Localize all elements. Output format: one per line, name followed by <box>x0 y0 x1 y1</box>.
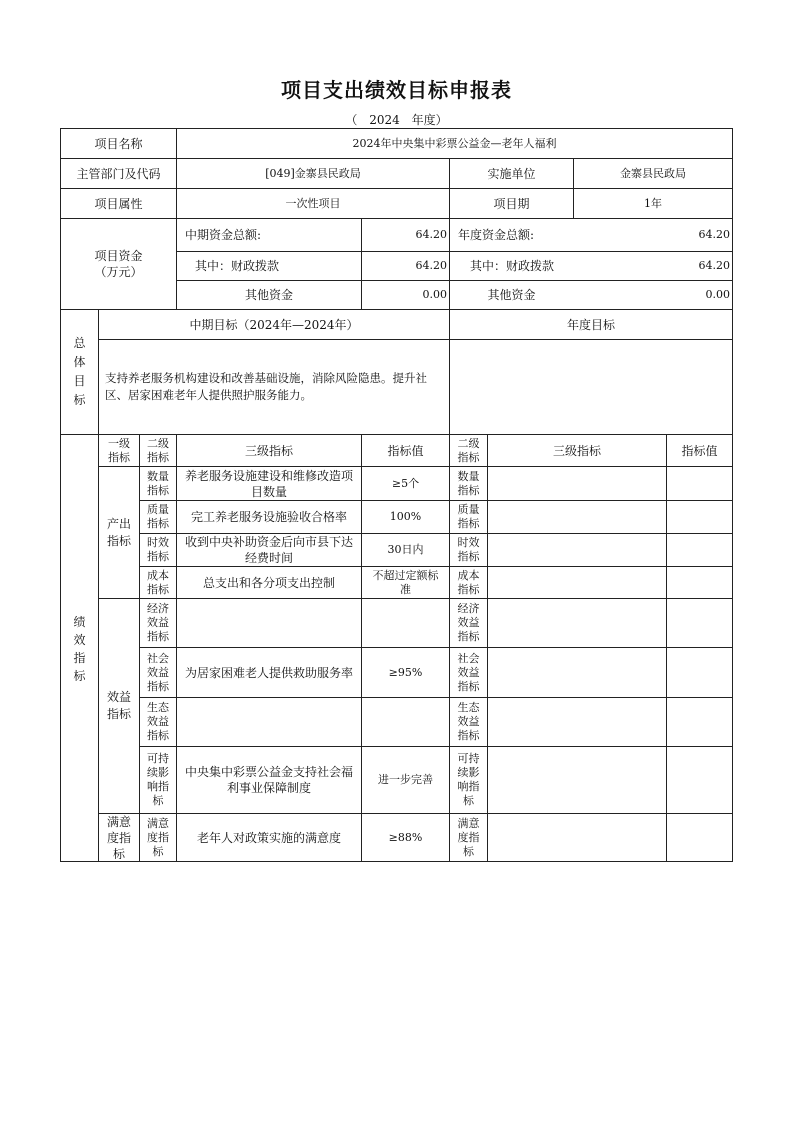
row-l2: 时效指标 <box>147 536 169 563</box>
row-l2-year: 数量指标 <box>457 469 480 497</box>
indicators-label: 绩效指标 <box>73 614 86 683</box>
impl-unit-value: 金寨县民政局 <box>620 166 686 180</box>
row-value: ≥95% <box>388 665 423 679</box>
period-label: 项目期 <box>493 196 530 211</box>
funds-label: 项目资金 （万元） <box>94 249 143 279</box>
year-goal-header: 年度目标 <box>566 317 615 332</box>
overall-goal-label: 总体目标 <box>73 336 86 407</box>
dept-label: 主管部门及代码 <box>76 166 161 181</box>
benefit-indicators-label: 效益指标 <box>106 690 131 721</box>
row-value: 不超过定额标准 <box>372 568 439 596</box>
row-l2-year: 满意度指标 <box>457 817 480 858</box>
row-l3 <box>177 599 361 647</box>
form-title: 项目支出绩效目标申报表 <box>281 78 512 102</box>
col-l3-header: 三级指标 <box>244 443 293 458</box>
row-value: 进一步完善 <box>378 773 433 786</box>
row-l3: 总支出和各分项支出控制 <box>202 575 335 590</box>
row-l2-year: 时效指标 <box>457 536 480 563</box>
row-l3: 完工养老服务设施验收合格率 <box>190 510 347 524</box>
row-l2: 数量指标 <box>147 469 169 497</box>
dept-value: [049]金寨县民政局 <box>265 166 361 180</box>
project-name-label: 项目名称 <box>94 136 143 151</box>
output-indicators-label: 产出指标 <box>106 516 131 548</box>
row-l3: 中央集中彩票公益金支持社会福利事业保障制度 <box>184 765 353 795</box>
row-value: ≥5个 <box>391 476 420 490</box>
mid-fiscal-label: 其中：财政拨款 <box>195 259 280 273</box>
year-fiscal-value: 64.20 <box>698 259 730 272</box>
col-l1-header: 一级指标 <box>108 436 130 464</box>
row-l3 <box>177 698 361 746</box>
row-value: 100% <box>389 510 422 523</box>
col-value-header-year: 指标值 <box>681 443 718 458</box>
attr-value: 一次性项目 <box>285 196 341 210</box>
mid-fiscal-value: 64.20 <box>415 259 447 272</box>
mid-goal-text: 支持养老服务机构建设和改善基础设施，消除风险隐患。提升社区、居家困难老年人提供照护服务能力。 <box>105 371 427 402</box>
year-value: 2024 <box>369 113 400 127</box>
row-l2-year: 成本指标 <box>457 568 480 596</box>
row-l2: 社会效益指标 <box>147 651 169 693</box>
project-name-value: 2024年中央集中彩票公益金—老年人福利 <box>352 136 557 150</box>
col-l3-header-year: 三级指标 <box>552 443 601 458</box>
mid-total-label: 中期资金总额: <box>185 228 262 242</box>
year-goal-text <box>450 340 732 434</box>
row-l2: 生态效益指标 <box>147 701 169 742</box>
impl-unit-label: 实施单位 <box>487 166 536 181</box>
attr-label: 项目属性 <box>94 196 143 211</box>
year-other-value: 0.00 <box>705 288 730 301</box>
row-l3: 收到中央补助资金后向市县下达经费时间 <box>184 535 353 565</box>
col-l2-header-year: 二级指标 <box>457 436 480 464</box>
row-l2-year: 质量指标 <box>457 503 480 530</box>
year-total-value: 64.20 <box>698 228 730 241</box>
row-l2: 质量指标 <box>147 503 169 530</box>
row-l2: 成本指标 <box>147 568 169 596</box>
row-l3: 为居家困难老人提供救助服务率 <box>184 665 353 680</box>
satisfaction-indicators-label: 满意度指标 <box>106 815 131 861</box>
period-value: 1年 <box>644 196 662 210</box>
row-l2: 经济效益指标 <box>147 602 169 643</box>
col-l2-header: 二级指标 <box>147 436 169 464</box>
row-l3: 老年人对政策实施的满意度 <box>196 831 341 845</box>
row-l2: 可持续影响指标 <box>147 752 169 807</box>
row-value: ≥88% <box>388 831 423 844</box>
row-l3: 养老服务设施建设和维修改造项目数量 <box>184 468 353 499</box>
row-l2-year: 经济效益指标 <box>457 602 480 643</box>
year-total-label: 年度资金总额: <box>458 228 535 242</box>
col-value-header: 指标值 <box>387 443 424 458</box>
row-l2-year: 可持续影响指标 <box>457 752 480 807</box>
row-value <box>362 698 449 746</box>
row-l2: 满意度指标 <box>147 817 169 858</box>
row-l2-year: 生态效益指标 <box>457 701 480 742</box>
mid-other-value: 0.00 <box>422 288 447 301</box>
row-value <box>362 599 449 647</box>
mid-total-value: 64.20 <box>415 228 447 241</box>
year-other-label: 其他资金 <box>487 288 536 302</box>
year-open: （ <box>345 113 358 127</box>
year-label: 年度） <box>411 113 448 127</box>
mid-goal-header: 中期目标（2024年—2024年） <box>189 317 359 332</box>
row-value: 30日内 <box>387 543 424 556</box>
year-fiscal-label: 其中：财政拨款 <box>470 259 555 273</box>
row-l2-year: 社会效益指标 <box>457 651 480 693</box>
mid-other-label: 其他资金 <box>244 288 293 302</box>
